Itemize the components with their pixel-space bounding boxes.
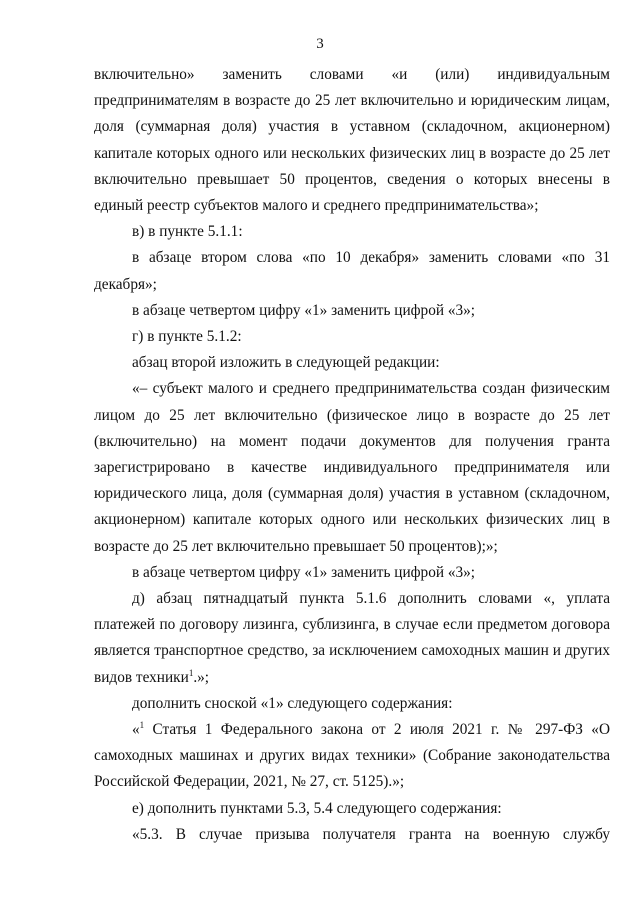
paragraph-footnote-text	[94, 717, 610, 796]
paragraph-item-g: г) в пункте 5.1.2:	[132, 328, 242, 346]
paragraph-continuation: включительно» заменить словами «и (или) индивидуальным предпринимателям в возрасте до 25 лет включительно и юридическим лицам, доля (суммарная доля) участия в уставном (складочном, акционерном) капитале которых одного или нескольких физических лиц в возрасте до 25 лет включительно превышает 50 процентов, сведения о которых внесены в единый реестр субъектов малого и среднего предпринимательства»;	[94, 66, 610, 215]
footnote-open-quote: «	[132, 721, 140, 739]
paragraph-5-3-start: «5.3. В случае призыва получателя гранта на военную службу	[132, 825, 610, 843]
paragraph-new-edition: абзац второй изложить в следующей редакции:	[132, 354, 440, 372]
page-number: 3	[316, 36, 324, 52]
paragraph-fourth-abzac-2: в абзаце четвертом цифру «1» заменить цифрой «3»;	[132, 563, 476, 581]
footnote-marker: 1	[188, 667, 194, 678]
paragraph-second-abzac: в абзаце втором слова «по 10 декабря» заменить словами «по 31 декабря»;	[94, 249, 610, 293]
paragraph-item-d	[94, 586, 610, 691]
paragraph-item-d-text: д) абзац пятнадцатый пункта 5.1.6 дополнить словами «, уплата платежей по договору лизинга, сублизинга, в случае если предметом договора является транспортное средство, за исключением самоходных машин и других видов техники	[94, 590, 610, 686]
paragraph-item-v: в) в пункте 5.1.1:	[132, 223, 243, 241]
paragraph-item-e: е) дополнить пунктами 5.3, 5.4 следующего содержания:	[132, 799, 502, 817]
paragraph-add-footnote: дополнить сноской «1» следующего содержания:	[132, 694, 453, 712]
footnote-body: Статья 1 Федерального закона от 2 июля 2021 г. № 297-ФЗ «О самоходных машинах и других видах техники» (Собрание законодательства Российской Федерации, 2021, № 27, ст. 5125).»;	[94, 721, 610, 791]
paragraph-fourth-abzac: в абзаце четвертом цифру «1» заменить цифрой «3»;	[132, 301, 476, 319]
document-body	[94, 62, 610, 848]
paragraph-item-d-tail: .»;	[193, 668, 210, 686]
footnote-number: 1	[139, 719, 145, 730]
paragraph-quoted-edition: «– субъект малого и среднего предпринимательства создан физическим лицом до 25 лет включительно (физическое лицо в возрасте до 25 лет (включительно) на момент подачи документов для получения гранта зарегистрировано в качестве индивидуального предпринимателя или юридического лица, доля (суммарная доля) участия в уставном (складочном, акционерном) капитале которых одного или нескольких физических лиц в возрасте до 25 лет включительно превышает 50 процентов);»;	[94, 380, 610, 555]
